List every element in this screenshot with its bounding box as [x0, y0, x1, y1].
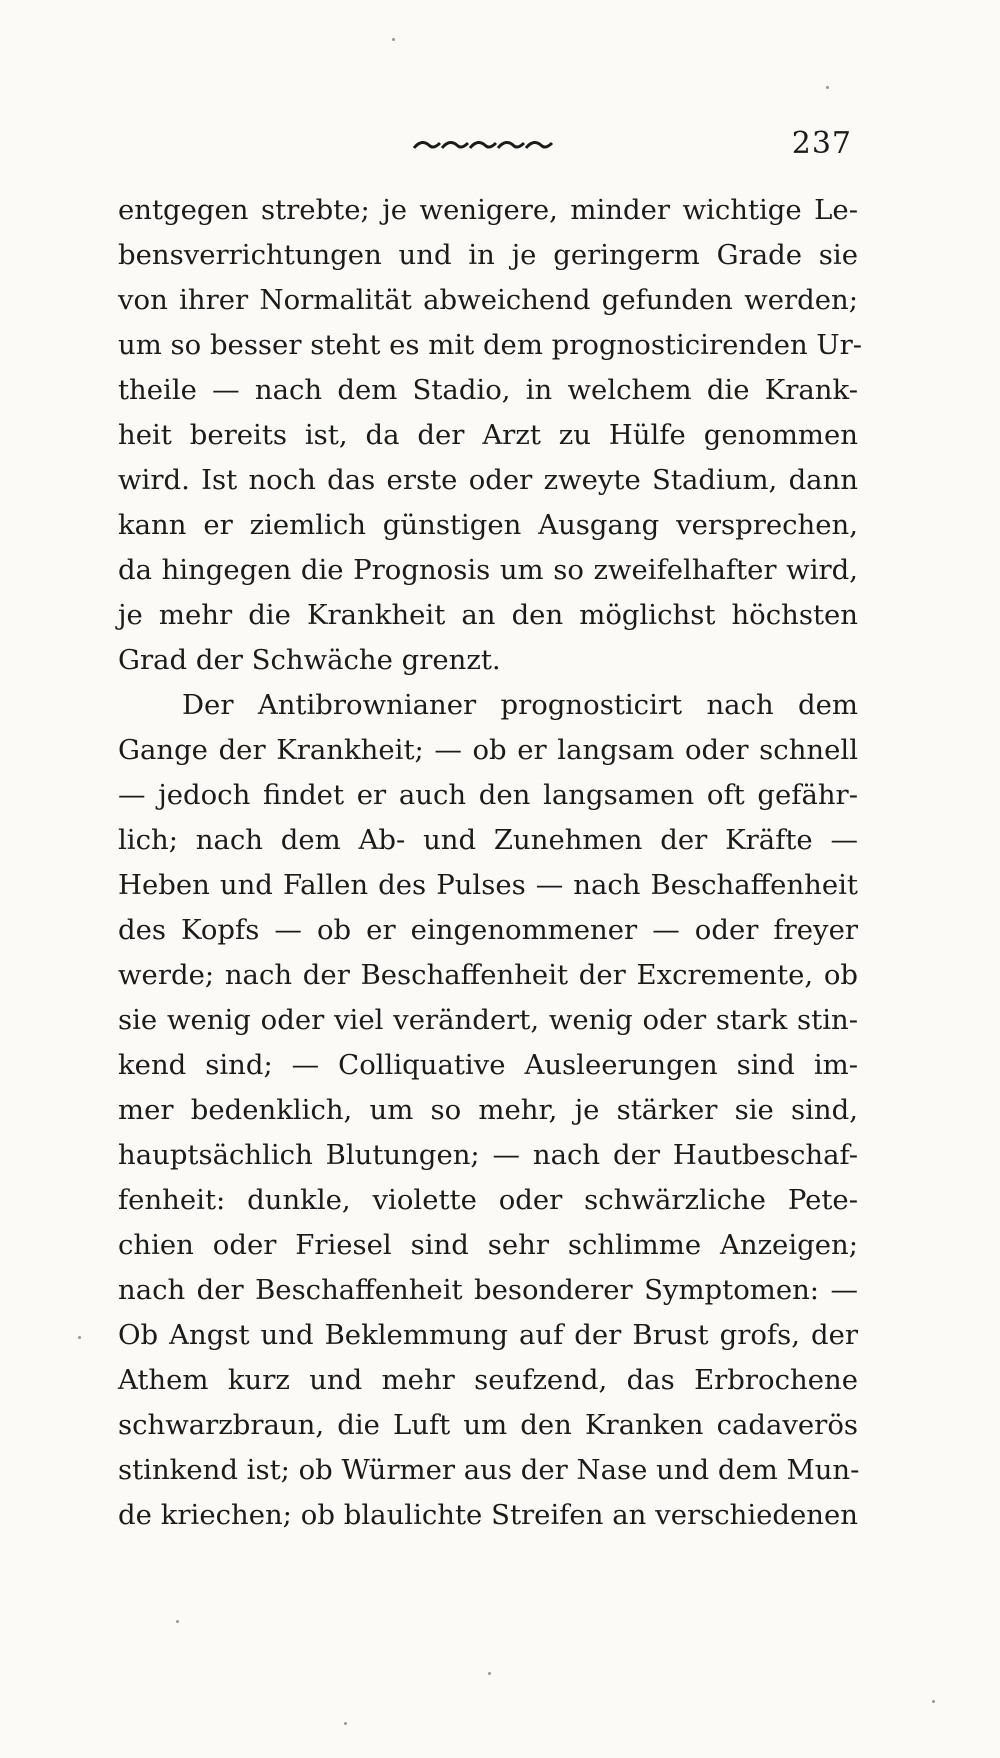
paper-speck	[932, 1700, 935, 1703]
text-line: da hingegen die Prognosis um so zweifelhafter wird,	[118, 554, 858, 586]
text-line: sie wenig oder viel verändert, wenig oder stark stin-	[118, 1004, 858, 1036]
text-line: chien oder Friesel sind sehr schlimme Anzeigen;	[118, 1229, 858, 1261]
text-line: von ihrer Normalität abweichend gefunden werden;	[118, 284, 858, 316]
ornament-icon	[410, 128, 560, 158]
paragraph-1	[118, 188, 863, 683]
text-line: kend sind; — Colliquative Ausleerungen sind im-	[118, 1049, 858, 1081]
text-line: bensverrichtungen und in je geringerm Grade sie	[118, 239, 858, 271]
text-line: theile — nach dem Stadio, in welchem die Krank-	[118, 374, 858, 406]
text-line: entgegen strebte; je wenigere, minder wichtige Le-	[118, 194, 858, 226]
text-line: des Kopfs — ob er eingenommener — oder freyer	[118, 914, 858, 946]
page-number: 237	[791, 126, 852, 161]
text-line: Der Antibrownianer prognosticirt nach dem	[182, 689, 858, 721]
text-line: nach der Beschaffenheit besonderer Symptomen: —	[118, 1274, 858, 1306]
text-line: Ob Angst und Beklemmung auf der Brust grofs, der	[118, 1319, 858, 1351]
text-line: je mehr die Krankheit an den möglichst höchsten	[118, 599, 858, 631]
text-line: Gange der Krankheit; — ob er langsam oder schnell	[118, 734, 858, 766]
text-line: schwarzbraun, die Luft um den Kranken cadaverös	[118, 1409, 858, 1441]
text-line: werde; nach der Beschaffenheit der Excremente, ob	[118, 959, 858, 991]
text-line: de kriechen; ob blaulichte Streifen an verschiedenen	[118, 1499, 858, 1531]
page-header	[0, 120, 1000, 180]
text-line: lich; nach dem Ab- und Zunehmen der Kräfte —	[118, 824, 858, 856]
paragraph-2	[118, 683, 858, 1538]
text-line: Heben und Fallen des Pulses — nach Beschaffenheit	[118, 869, 858, 901]
text-line: stinkend ist; ob Würmer aus der Nase und dem Mun-	[118, 1454, 860, 1486]
text-line: Athem kurz und mehr seufzend, das Erbrochene	[118, 1364, 858, 1396]
text-line: hauptsächlich Blutungen; — nach der Hautbeschaf-	[118, 1139, 858, 1171]
text-line: um so besser steht es mit dem prognosticirenden Ur-	[118, 329, 863, 361]
paper-speck	[826, 86, 829, 89]
text-line: wird. Ist noch das erste oder zweyte Stadium, dann	[118, 464, 858, 496]
text-line: Grad der Schwäche grenzt.	[118, 644, 501, 676]
text-line: mer bedenklich, um so mehr, je stärker sie sind,	[118, 1094, 858, 1126]
paper-speck	[392, 38, 395, 41]
paper-speck	[488, 1672, 491, 1675]
body-text	[118, 188, 863, 1538]
text-line: fenheit: dunkle, violette oder schwärzliche Pete-	[118, 1184, 858, 1216]
paper-speck	[176, 1620, 179, 1623]
paper-speck	[344, 1722, 347, 1725]
paper-speck	[78, 1336, 81, 1339]
text-line: — jedoch findet er auch den langsamen oft gefähr-	[118, 779, 858, 811]
text-line: heit bereits ist, da der Arzt zu Hülfe genommen	[118, 419, 858, 451]
text-line: kann er ziemlich günstigen Ausgang versprechen,	[118, 509, 858, 541]
